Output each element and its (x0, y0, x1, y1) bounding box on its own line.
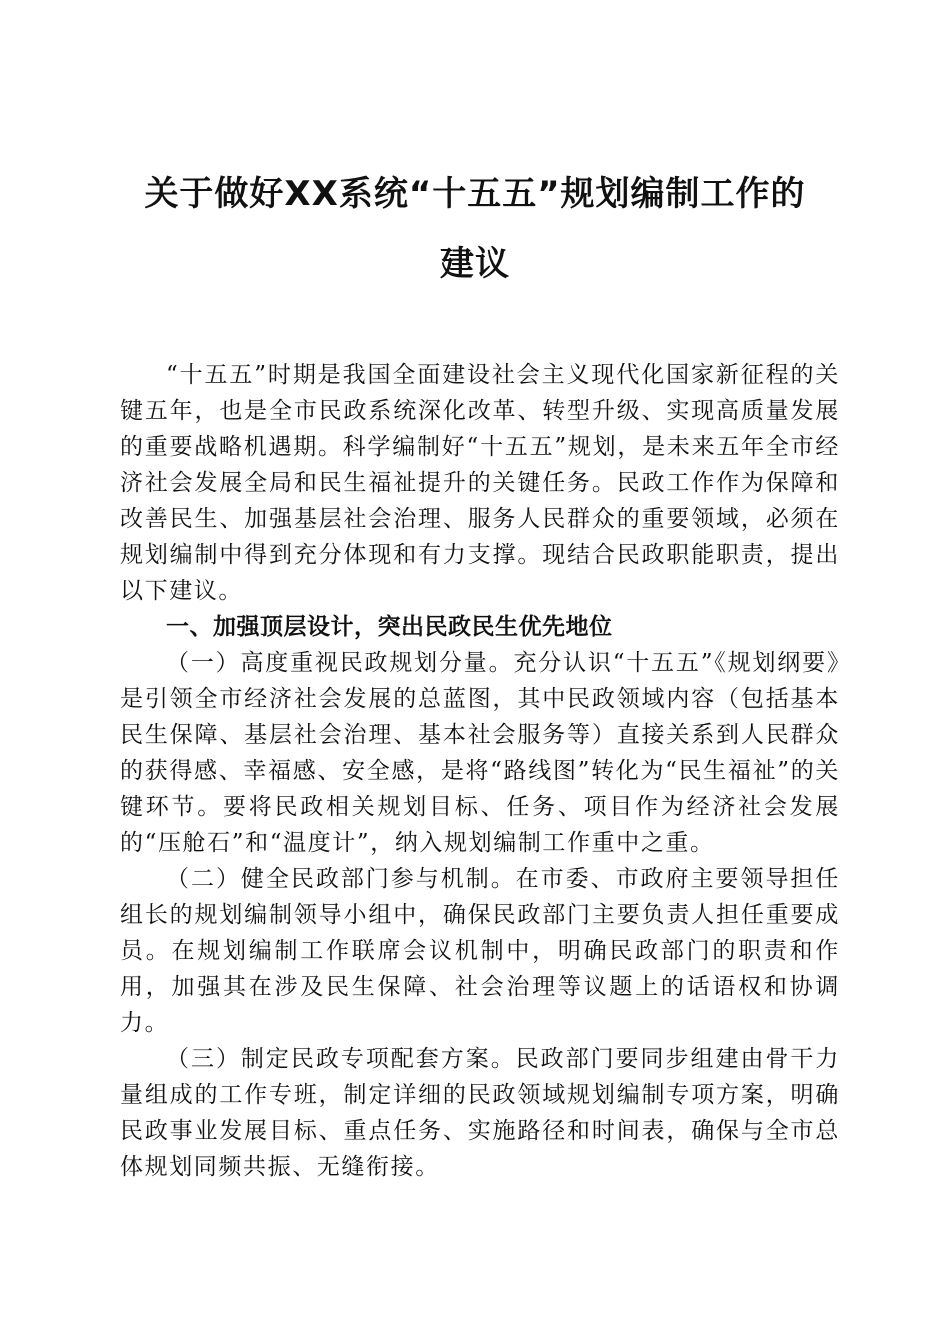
document-title-line-1: 关于做好XX系统“十五五”规划编制工作的 (144, 174, 806, 214)
document-body (120, 357, 840, 1185)
subsection-paragraph-2: （二）健全民政部门参与机制。在市委、市政府主要领导担任组长的规划编制领导小组中，确保民政部门主要负责人担任重要成员。在规划编制工作联席会议机制中，明确民政部门的职责和作用，加强其在涉及民生保障、社会治理等议题上的话语权和协调力。 (120, 866, 840, 1036)
section-heading-1: 一、加强顶层设计，突出民政民生优先地位 (166, 614, 613, 640)
subsection-paragraph-1: （一）高度重视民政规划分量。充分认识“十五五”《规划纲要》是引领全市经济社会发展的总蓝图，其中民政领域内容（包括基本民生保障、基层社会治理、基本社会服务等）直接关系到人民群众的获得感、幸福感、安全感，是将“路线图”转化为“民生福祉”的关键环节。要将民政相关规划目标、任务、项目作为经济社会发展的“压舱石”和“温度计”，纳入规划编制工作重中之重。 (120, 650, 840, 856)
intro-paragraph: “十五五”时期是我国全面建设社会主义现代化国家新征程的关键五年，也是全市民政系统深化改革、转型升级、实现高质量发展的重要战略机遇期。科学编制好“十五五”规划，是未来五年全市经济社会发展全局和民生福祉提升的关键任务。民政工作作为保障和改善民生、加强基层社会治理、服务人民群众的重要领域，必须在规划编制中得到充分体现和有力支撑。现结合民政职能职责，提出以下建议。 (120, 362, 840, 604)
document-title-line-2: 建议 (440, 244, 510, 284)
subsection-paragraph-3: （三）制定民政专项配套方案。民政部门要同步组建由骨干力量组成的工作专班，制定详细的民政领域规划编制专项方案，明确民政事业发展目标、重点任务、实施路径和时间表，确保与全市总体规划同频共振、无缝衔接。 (120, 1046, 840, 1180)
